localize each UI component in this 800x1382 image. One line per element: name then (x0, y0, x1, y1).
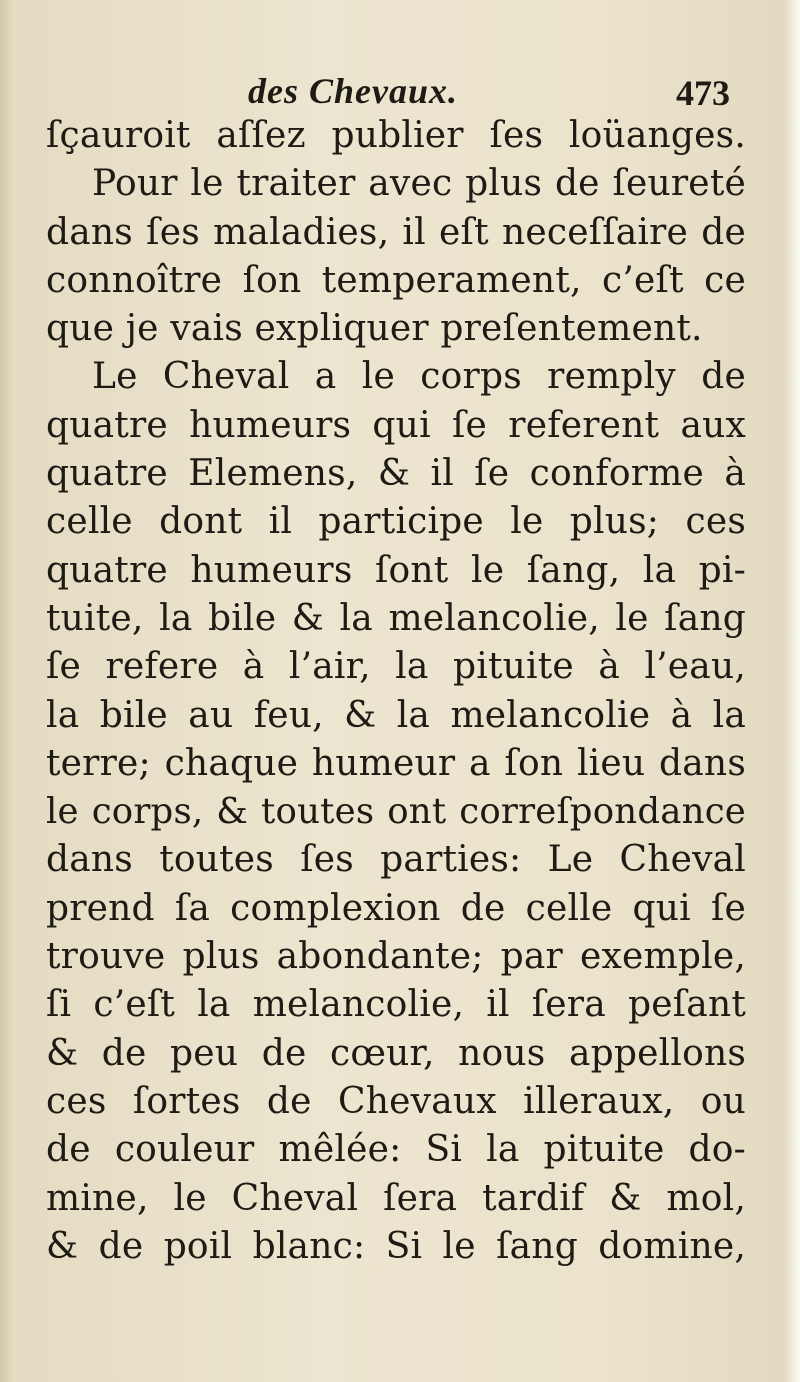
text-line: prend ſa complexion de celle qui ſe (46, 887, 746, 929)
body-text (46, 112, 746, 1271)
text-line: quatre Elemens, & il ſe conforme à (46, 453, 746, 495)
page-number: 473 (676, 73, 730, 113)
text-line: ſe refere à l’air, la pituite à l’eau, (46, 646, 746, 688)
text-line: dans ſes maladies, il eſt neceſſaire de (46, 211, 746, 253)
text-line: la bile au feu, & la melancolie à la (46, 694, 746, 736)
text-line: connoître ſon temperament, c’eſt ce (46, 259, 746, 301)
text-line-paragraph-start: Pour le traiter avec plus de ſeureté (92, 163, 746, 205)
text-line: ces ſortes de Chevaux illeraux, ou (46, 1080, 746, 1122)
text-line: tuite, la bile & la melancolie, le ſang (46, 597, 746, 639)
text-line: & de poil blanc: Si le ſang domine, (46, 1225, 746, 1267)
text-line: terre; chaque humeur a ſon lieu dans (46, 742, 746, 784)
text-line: ſi c’eſt la melancolie, il ſera peſant (46, 984, 746, 1026)
text-line: & de peu de cœur, nous appellons (46, 1032, 746, 1074)
text-line-paragraph-start: Le Cheval a le corps remply de (92, 356, 746, 398)
text-line: quatre humeurs qui ſe referent aux (46, 404, 746, 446)
text-line: celle dont il participe le plus; ces (46, 501, 746, 543)
text-line: de couleur mêlée: Si la pituite do- (46, 1129, 746, 1171)
text-line: mine, le Cheval ſera tardif & mol, (46, 1177, 746, 1219)
running-head-title: des Chevaux. (248, 71, 458, 111)
page-gutter-shadow (0, 0, 14, 1382)
text-line: le corps, & toutes ont correſpondance (46, 791, 746, 833)
text-line: dans toutes ſes parties: Le Cheval (46, 839, 746, 881)
page-edge (784, 0, 800, 1382)
text-line: quatre humeurs ſont le ſang, la pi- (46, 549, 746, 591)
text-line: trouve plus abondante; par exemple, (46, 936, 746, 978)
text-line: ſçauroit aſſez publier ſes loüanges. (46, 115, 746, 156)
text-line: que je vais expliquer preſentement. (46, 308, 703, 350)
